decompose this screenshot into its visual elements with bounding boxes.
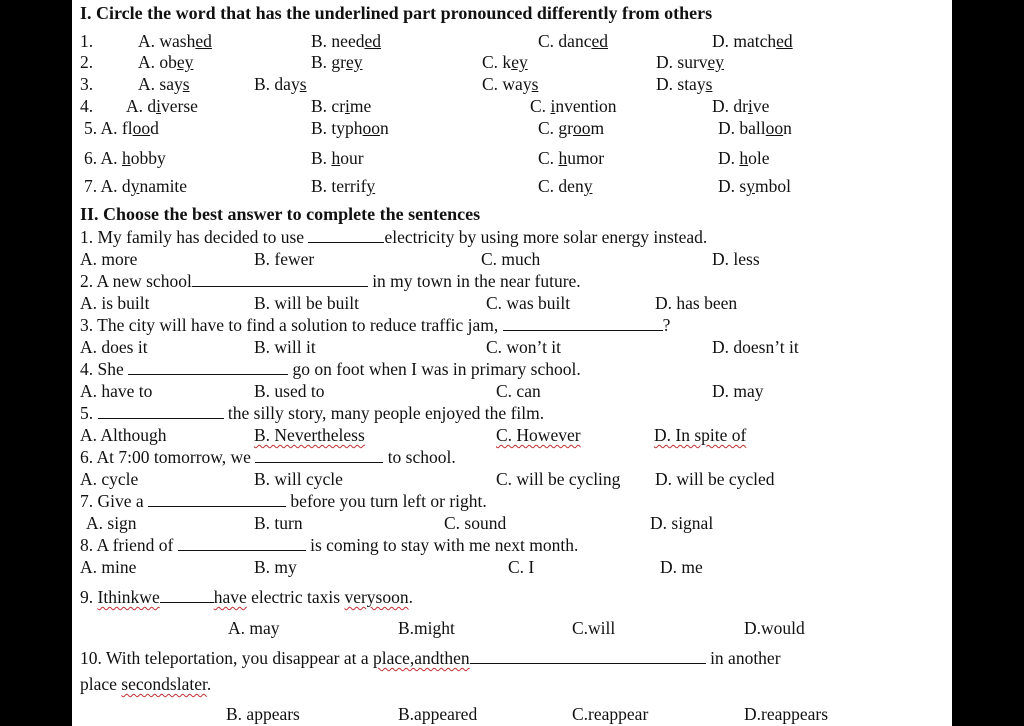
q1-option-d[interactable]: D. less xyxy=(712,249,760,269)
question-10: 10. With teleportation, you disappear at a place,andthen in another xyxy=(80,648,781,668)
q3-option-a[interactable]: A. does it xyxy=(80,337,148,357)
s1-q3-option-a[interactable]: A. says xyxy=(138,74,190,94)
q2-option-a[interactable]: A. is built xyxy=(80,293,150,313)
s1-q2-option-b[interactable]: B. grey xyxy=(311,52,363,72)
answer-blank[interactable] xyxy=(308,227,384,243)
question-8: 8. A friend of is coming to stay with me next month. xyxy=(80,535,579,555)
question-3: 3. The city will have to find a solution to reduce traffic jam, ? xyxy=(80,315,671,335)
answer-blank[interactable] xyxy=(128,359,288,375)
q2-option-b[interactable]: B. will be built xyxy=(254,293,359,313)
s1-q4-number: 4. xyxy=(80,96,94,116)
s1-q7-option-a[interactable]: 7. A. dynamite xyxy=(84,176,188,196)
question-2: 2. A new school in my town in the near future. xyxy=(80,271,581,291)
q3-option-c[interactable]: C. won’t it xyxy=(486,337,562,357)
q10-option-b[interactable]: B.appeared xyxy=(398,704,478,724)
s1-q2-option-d[interactable]: D. survey xyxy=(656,52,725,72)
s1-q5-option-a[interactable]: 5. A. flood xyxy=(84,118,159,138)
question-9: 9. Ithinkwe have electric taxis verysoon. xyxy=(80,587,413,607)
answer-blank[interactable] xyxy=(178,535,306,551)
q6-option-d[interactable]: D. will be cycled xyxy=(655,469,775,489)
q10-option-c[interactable]: C.reappear xyxy=(572,704,649,724)
s1-q3-option-c[interactable]: C. ways xyxy=(482,74,539,94)
answer-blank[interactable] xyxy=(98,403,224,419)
q2-option-d[interactable]: D. has been xyxy=(655,293,738,313)
s1-q3-number: 3. xyxy=(80,74,94,94)
q8-option-b[interactable]: B. my xyxy=(254,557,297,577)
answer-blank[interactable] xyxy=(160,587,214,603)
answer-blank[interactable] xyxy=(470,648,706,664)
s1-q3-option-b[interactable]: B. days xyxy=(254,74,307,94)
question-5: 5. the silly story, many people enjoyed the film. xyxy=(80,403,545,423)
q9-option-a[interactable]: A. may xyxy=(228,618,280,638)
answer-blank[interactable] xyxy=(148,491,286,507)
question-10-line2: place secondslater. xyxy=(80,674,212,694)
s1-q1-option-a[interactable]: A. washed xyxy=(138,31,212,51)
s1-q5-option-b[interactable]: B. typhoon xyxy=(311,118,389,138)
q9-option-d[interactable]: D.would xyxy=(744,618,805,638)
s1-q5-option-d[interactable]: D. balloon xyxy=(718,118,792,138)
s1-q2-number: 2. xyxy=(80,52,94,72)
s1-q3-option-d[interactable]: D. stays xyxy=(656,74,713,94)
s1-q4-option-a[interactable]: A. diverse xyxy=(126,96,198,116)
section2-title: II. Choose the best answer to complete the sentences xyxy=(80,204,481,224)
q10-option-d[interactable]: D.reappears xyxy=(744,704,829,724)
q5-option-b[interactable]: B. Nevertheless xyxy=(254,425,365,445)
q9-option-b[interactable]: B.might xyxy=(398,618,455,638)
answer-blank[interactable] xyxy=(192,271,368,287)
s1-q1-number: 1. xyxy=(80,31,94,51)
section1-title: I. Circle the word that has the underlined part pronounced differently from others xyxy=(80,3,713,23)
question-6: 6. At 7:00 tomorrow, we to school. xyxy=(80,447,456,467)
q5-option-d[interactable]: D. In spite of xyxy=(654,425,747,445)
s1-q7-option-d[interactable]: D. symbol xyxy=(718,176,791,196)
s1-q6-option-d[interactable]: D. hole xyxy=(718,148,770,168)
s1-q1-option-b[interactable]: B. needed xyxy=(311,31,381,51)
s1-q2-option-c[interactable]: C. key xyxy=(482,52,528,72)
q1-option-b[interactable]: B. fewer xyxy=(254,249,315,269)
question-7: 7. Give a before you turn left or right. xyxy=(80,491,487,511)
q6-option-a[interactable]: A. cycle xyxy=(80,469,139,489)
q4-option-b[interactable]: B. used to xyxy=(254,381,325,401)
s1-q5-option-c[interactable]: C. groom xyxy=(538,118,605,138)
question-1: 1. My family has decided to use electricity by using more solar energy instead. xyxy=(80,227,708,247)
q3-option-d[interactable]: D. doesn’t it xyxy=(712,337,799,357)
q8-option-d[interactable]: D. me xyxy=(660,557,703,577)
q4-option-a[interactable]: A. have to xyxy=(80,381,153,401)
s1-q7-option-c[interactable]: C. deny xyxy=(538,176,593,196)
answer-blank[interactable] xyxy=(255,447,383,463)
s1-q4-option-c[interactable]: C. invention xyxy=(530,96,617,116)
q4-option-d[interactable]: D. may xyxy=(712,381,764,401)
s1-q6-option-a[interactable]: 6. A. hobby xyxy=(84,148,166,168)
q9-option-c[interactable]: C.will xyxy=(572,618,616,638)
s1-q7-option-b[interactable]: B. terrify xyxy=(311,176,376,196)
s1-q1-option-c[interactable]: C. danced xyxy=(538,31,608,51)
s1-q4-option-b[interactable]: B. crime xyxy=(311,96,372,116)
q6-option-c[interactable]: C. will be cycling xyxy=(496,469,621,489)
question-4: 4. She go on foot when I was in primary school. xyxy=(80,359,581,379)
s1-q6-option-c[interactable]: C. humor xyxy=(538,148,605,168)
q3-option-b[interactable]: B. will it xyxy=(254,337,316,357)
q5-option-c[interactable]: C. However xyxy=(496,425,581,445)
answer-blank[interactable] xyxy=(503,315,663,331)
q8-option-a[interactable]: A. mine xyxy=(80,557,137,577)
q6-option-b[interactable]: B. will cycle xyxy=(254,469,343,489)
q7-option-a[interactable]: A. sign xyxy=(86,513,137,533)
s1-q1-option-d[interactable]: D. matched xyxy=(712,31,793,51)
s1-q4-option-d[interactable]: D. drive xyxy=(712,96,770,116)
q7-option-d[interactable]: D. signal xyxy=(650,513,714,533)
q10-option-a[interactable]: B. appears xyxy=(226,704,300,724)
q1-option-a[interactable]: A. more xyxy=(80,249,138,269)
s1-q2-option-a[interactable]: A. obey xyxy=(138,52,194,72)
s1-q6-option-b[interactable]: B. hour xyxy=(311,148,364,168)
q7-option-b[interactable]: B. turn xyxy=(254,513,303,533)
worksheet xyxy=(72,0,952,726)
q1-option-c[interactable]: C. much xyxy=(481,249,541,269)
q4-option-c[interactable]: C. can xyxy=(496,381,541,401)
q5-option-a[interactable]: A. Although xyxy=(80,425,167,445)
q8-option-c[interactable]: C. I xyxy=(508,557,535,577)
q2-option-c[interactable]: C. was built xyxy=(486,293,571,313)
q7-option-c[interactable]: C. sound xyxy=(444,513,507,533)
